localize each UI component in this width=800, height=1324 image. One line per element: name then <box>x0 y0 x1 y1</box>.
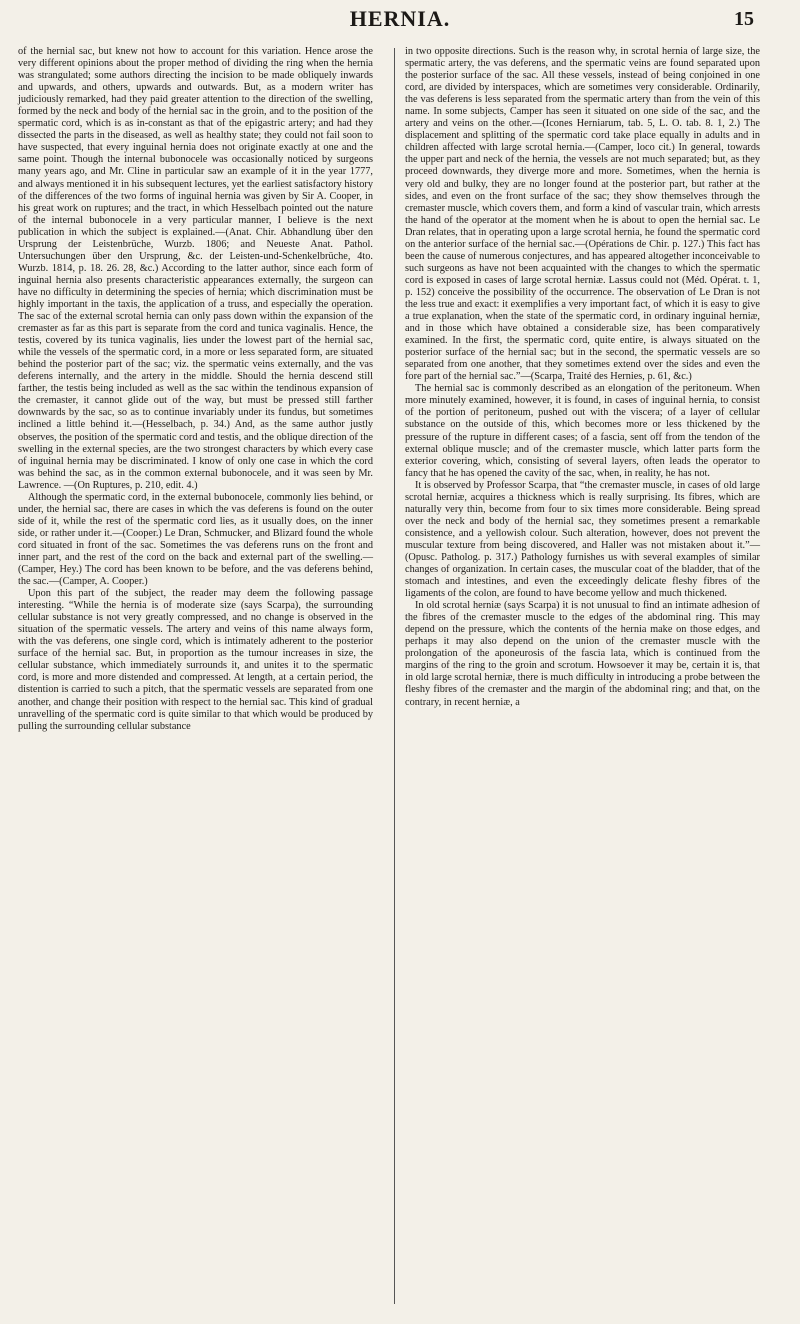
running-head <box>40 6 760 40</box>
paragraph: of the hernial sac, but knew not how to account for this variation. Hence arose the very different opinions about the proper method of dividing the ring when the hernia was strangulated; some authors directing the incision to be made obliquely inwards and upwards, and others, upwards and outwards. But, as a modern writer has judiciously remarked, had they paid greater attention to the direction of the swelling, formed by the neck and body of the hernial sac in the groin, and to the position of the spermatic cord, which is as in-constant as that of the epigastric artery; and had they dissected the parts in the diseased, as well as healthy state; they could not fail soon to have suspected, that every inguinal hernia does not originate exactly at one and the same point. Though the internal bubonocele was occasionally noticed by surgeons many years ago, and Mr. Cline in particular saw an example of it in the year 1777, and always mentioned it in his subsequent lectures, yet the earliest satisfactory history of the differences of the two forms of inguinal hernia was given by Sir A. Cooper, in his great work on ruptures; and the tract, in which Hesselbach pointed out the nature of the internal bubonocele in a very particular manner, I believe is the next publication in which the subject is explained.—(Anat. Chir. Abhandlung über den Ursprung der Leistenbrüche, Wurzb. 1806; and Neueste Anat. Pathol. Untersuchungen über den Ursprung, &c. der Leisten-und-Schenkelbrüche, 4to. Wurzb. 1814, p. 18. 26. 28, &c.) According to the latter author, since each form of inguinal hernia also presents characteristic appearances externally, the surgeon can have no difficulty in determining the species of hernia; which discrimination must be highly important in the taxis, the application of a truss, and especially the operation. The sac of the external scrotal hernia can only pass down within the expansion of the cremaster as far as this part is separate from the cord and tunica vaginalis. Hence, the testis, covered by its tunica vaginalis, lies under the lowest part of the hernial sac, while the vessels of the spermatic cord, in a more or less separated form, are situated behind the posterior part of the sac; viz. the spermatic veins externally, and the vas deferens internally, and the artery in the middle. Should the hernia descend still farther, the testis being included as well as the sac within the tendinous expansion of the cremaster, it cannot glide out of the way, but must be pressed still farther downwards by the sac, so as to continue invariably under its fundus, but sometimes inclined a little behind it.—(Hesselbach, p. 34.) And, as the same author justly observes, the position of the spermatic cord and testis, and the oblique direction of the swelling in the external species, are the two strongest characters by which every case of inguinal hernia may be discriminated. I know of only one case in which the cord was behind the sac, as in the common external bubonocele, and it was seen by Mr. Lawrence. —(On Ruptures, p. 210, edit. 4.) <box>18 46 373 491</box>
column-divider <box>394 48 395 1304</box>
paragraph: The hernial sac is commonly described as an elongation of the peritoneum. When more minutely examined, however, it is found, in cases of inguinal hernia, to consist of the portion of peritoneum, pushed out with the viscera; of a layer of cellular substance on the outside of this, which becomes more or less thickened by the pressure of the rupture in different cases; of a fascia, sent off from the tendon of the external oblique muscle; and of the cremaster muscle, which latter parts form the exterior covering, which, consisting of several layers, often leads the operator to fancy that he has opened the cavity of the sac, when, in reality, he has not. <box>405 383 760 479</box>
left-column <box>18 46 373 733</box>
paragraph: In old scrotal herniæ (says Scarpa) it is not unusual to find an intimate adhesion of the fibres of the cremaster muscle to the edges of the abdominal ring. This may depend on the pressure, which the contents of the hernia make on those edges, and perhaps it may also depend on the union of the cremaster muscle with the prolongation of the aponeurosis of the fascia lata, which is continued from the margins of the ring to the groin and scrotum. Howsoever it may be, certain it is, that in old large scrotal herniæ, there is much difficulty in introducing a probe between the fleshy fibres of the cremaster and the margin of the abdominal ring; and that, on the contrary, in recent herniæ, a <box>405 600 760 708</box>
page-number: 15 <box>734 8 754 30</box>
paragraph: Upon this part of the subject, the reader may deem the following passage interesting. “While the hernia is of moderate size (says Scarpa), the surrounding cellular substance is not very greatly compressed, and no change is observed in the situation of the spermatic vessels. The artery and veins of this name always form, with the vas deferens, one single cord, which is intimately adherent to the posterior surface of the hernial sac. But, in proportion as the tumour increases in size, the cellular substance, which immediately surrounds it, and unites it to the spermatic cord, is more and more distended and compressed. At length, at a certain period, the distention is carried to such a pitch, that the spermatic vessels are separated from one another, and change their position with respect to the hernial sac. This kind of gradual unravelling of the spermatic cord is quite similar to that which would be produced by pulling the surrounding cellular substance <box>18 588 373 732</box>
paragraph: It is observed by Professor Scarpa, that “the cremaster muscle, in cases of old large scrotal herniæ, acquires a thickness which is really surprising. Its fibres, which are naturally very thin, become from four to six times more considerable. Being spread over the neck and body of the hernial sac, they sometimes present a remarkable consistence, and a yellowish colour. Such alteration, however, does not prevent the muscular texture from being discovered, and Haller was not mistaken about it.”—(Opusc. Patholog. p. 317.) Pathology furnishes us with several examples of similar changes of organization. In certain cases, the muscular coat of the bladder, that of the stomach and intestines, and even the exceedingly delicate fleshy fibres of the ligaments of the colon, are found to have become yellow and much thickened. <box>405 479 760 600</box>
running-title: HERNIA. <box>349 6 451 31</box>
right-column <box>405 46 760 709</box>
paragraph: Although the spermatic cord, in the external bubonocele, commonly lies behind, or under, the hernial sac, there are cases in which the vas deferens is found on the outer side of it, while the rest of the spermatic cord lies, as it usually does, on the inner side, or rather under it.—(Cooper.) Le Dran, Schmucker, and Blizard found the whole cord situated in front of the sac. Sometimes the vas deferens runs on the front and inner part, and the rest of the cord on the back and external part of the swelling.—(Camper, Hey.) The cord has been known to be before, and the vas deferens behind, the sac.—(Camper, A. Cooper.) <box>18 491 373 588</box>
paragraph: in two opposite directions. Such is the reason why, in scrotal hernia of large size, the spermatic artery, the vas deferens, and the spermatic veins are found separated upon the posterior surface of the sac. All these vessels, instead of being conjoined in one cord, are divided by interspaces, which are sometimes very considerable. Ordinarily, the vas deferens is less separated from the spermatic artery than from the vein of this name. In some subjects, Camper has seen it situated on one side of the sac, and the artery and veins on the other.—(Icones Herniarum, tab. 5, L. O. tab. 8. 1, 2.) The displacement and splitting of the spermatic cord take place equally in adults and in children affected with large scrotal hernia.—(Camper, loco cit.) In general, towards the upper part and neck of the hernia, the vessels are not much separated; but, as they proceed downwards, they diverge more and more. Sometimes, when the hernia is very old and bulky, they are no longer found at the posterior part, but rather at the sides, and even on the front surface of the sac; they show themselves through the cremaster muscle, which covers them, and form a kind of vascular train, which arrests the hand of the operator at the moment when he is about to open the hernial sac. Le Dran relates, that in operating upon a large scrotal hernia, he found the spermatic cord on the anterior surface of the hernial sac.—(Opérations de Chir. p. 127.) This fact has been the cause of numerous conjectures, and has appeared altogether inconceivable to such surgeons as have not been acquainted with the changes to which the spermatic cord is exposed in cases of large scrotal herniæ. Lassus could not (Méd. Opérat. t. 1, p. 152) conceive the possibility of the occurrence. The observation of Le Dran is not the less true and exact: it exemplifies a very important fact, of which it is easy to give a true explanation, when the state of the spermatic cord, in ordinary inguinal herniæ, and in those which have obtained a considerable size, has been comparatively examined. In the first, the spermatic cord, quite entire, is always situated on the posterior surface of the hernial sac; but in the second, the spermatic vessels are so separated from one another, that they sometimes extend over the sides and even the fore part of the hernial sac.”—(Scarpa, Traité des Hernies, p. 61, &c.) <box>405 46 760 383</box>
